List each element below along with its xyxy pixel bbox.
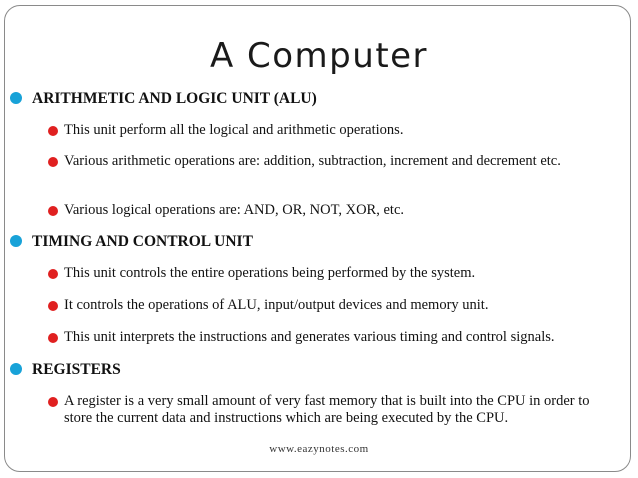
section-heading-row xyxy=(10,360,618,380)
blue-bullet-icon xyxy=(10,235,22,247)
red-bullet-icon xyxy=(48,333,58,343)
list-item-text: A register is a very small amount of very fast memory that is built into the CPU in order to store the current data and instructions which are being executed by the CPU. xyxy=(64,393,590,426)
slide-title: A Computer xyxy=(209,36,429,76)
list-item-text: This unit controls the entire operations being performed by the system. xyxy=(64,265,476,281)
list-item xyxy=(48,329,638,346)
red-bullet-icon xyxy=(48,301,58,311)
list-item xyxy=(48,265,638,282)
blue-bullet-icon xyxy=(10,363,22,375)
list-item-text: Various arithmetic operations are: addition, subtraction, increment and decrement etc. xyxy=(64,153,561,169)
list-item-text: This unit perform all the logical and arithmetic operations. xyxy=(64,122,404,138)
red-bullet-icon xyxy=(48,269,58,279)
list-item xyxy=(48,297,638,314)
blue-bullet-icon xyxy=(10,92,22,104)
list-item xyxy=(48,393,610,427)
red-bullet-icon xyxy=(48,397,58,407)
red-bullet-icon xyxy=(48,206,58,216)
list-item xyxy=(48,153,590,170)
list-item-text: It controls the operations of ALU, input/output devices and memory unit. xyxy=(64,297,489,313)
section-alu xyxy=(10,89,618,109)
section-heading: TIMING AND CONTROL UNIT xyxy=(32,233,253,250)
list-item-text: Various logical operations are: AND, OR, NOT, XOR, etc. xyxy=(64,202,405,218)
red-bullet-icon xyxy=(48,126,58,136)
section-heading-row xyxy=(10,232,618,252)
list-item-text: This unit interprets the instructions and generates various timing and control signals. xyxy=(64,329,555,345)
section-heading: ARITHMETIC AND LOGIC UNIT (ALU) xyxy=(32,90,317,107)
red-bullet-icon xyxy=(48,157,58,167)
section-registers xyxy=(10,360,618,380)
section-timing-control xyxy=(10,232,618,252)
footer-url: www.eazynotes.com xyxy=(269,443,369,455)
list-item xyxy=(48,202,638,219)
list-item xyxy=(48,122,638,139)
section-heading-row xyxy=(10,89,618,109)
section-heading: REGISTERS xyxy=(32,361,121,378)
